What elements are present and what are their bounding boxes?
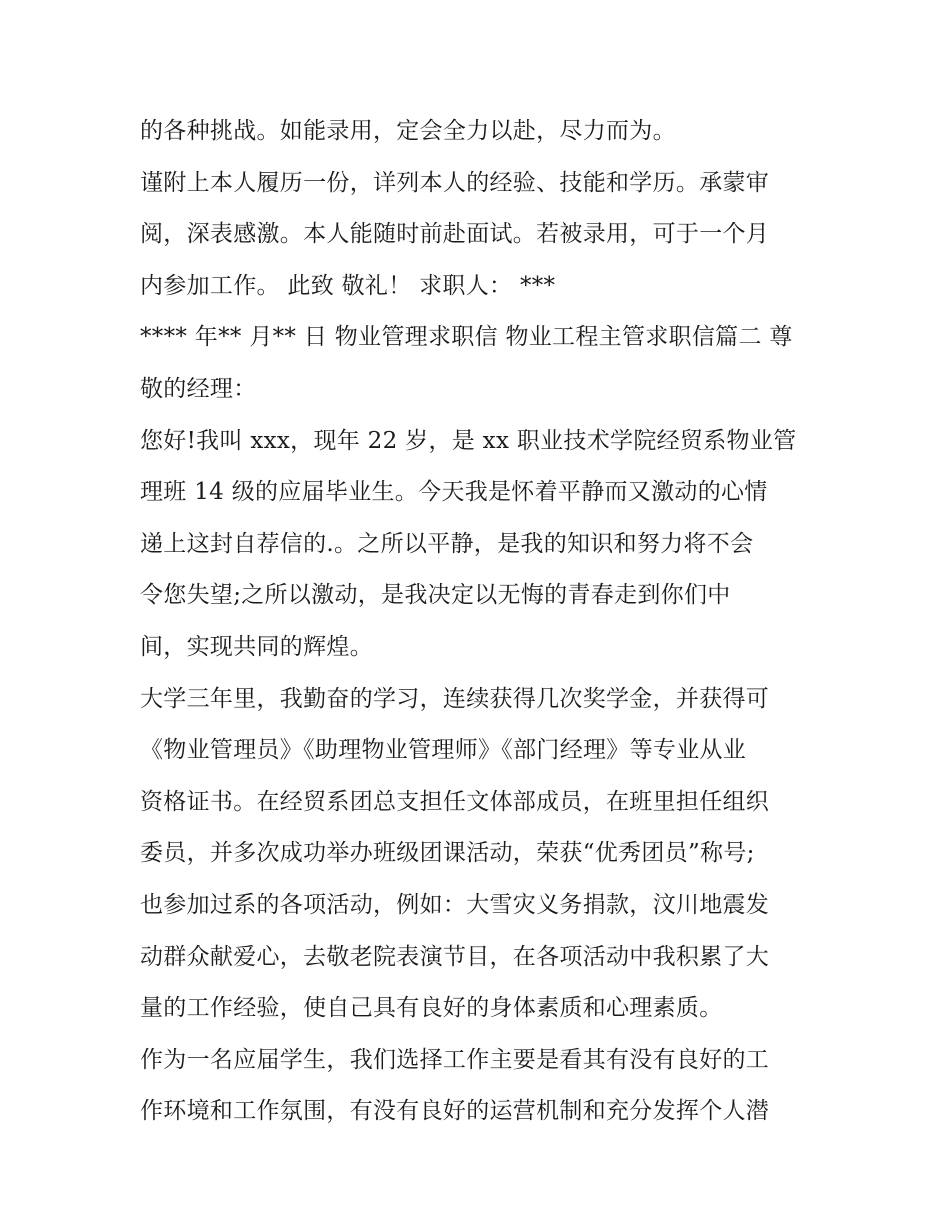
text-line: 递上这封自荐信的.。之所以平静，是我的知识和努力将不会 <box>140 530 754 557</box>
text-line: 大学三年里，我勤奋的学习，连续获得几次奖学金，并获得可 <box>140 685 770 712</box>
text-line: 作为一名应届学生，我们选择工作主要是看其有没有良好的工 <box>140 1046 770 1073</box>
text-line: **** 年** 月** 日 物业管理求职信 物业工程主管求职信篇二 尊 <box>140 324 793 351</box>
text-line: 委员，并多次成功举办班级团课活动，荣获“优秀团员”称号; <box>140 840 755 867</box>
text-line: 量的工作经验，使自己具有良好的身体素质和心理素质。 <box>140 995 723 1022</box>
text-line: 内参加工作。 此致 敬礼！ 求职人： *** <box>140 272 556 299</box>
text-line: 的各种挑战。如能录用，定会全力以赴，尽力而为。 <box>140 118 676 144</box>
text-line: 您好!我叫 xxx，现年 22 岁，是 xx 职业技术学院经贸系物业管 <box>140 427 797 454</box>
text-line: 资格证书。在经贸系团总支担任文体部成员，在班里担任组织 <box>140 788 770 815</box>
text-line: 动群众献爱心，去敬老院表演节目，在各项活动中我积累了大 <box>140 943 770 970</box>
text-line: 作环境和工作氛围，有没有良好的运营机制和充分发挥个人潜 <box>140 1098 770 1125</box>
text-line: 理班 14 级的应届毕业生。今天我是怀着平静而又激动的心情 <box>140 479 768 506</box>
letter-body <box>140 106 820 1138</box>
text-line: 也参加过系的各项活动，例如：大雪灾义务捐款，汶川地震发 <box>140 891 770 918</box>
text-line: 敬的经理： <box>140 375 257 402</box>
text-line: 令您失望;之所以激动，是我决定以无悔的青春走到你们中 <box>140 582 731 609</box>
text-line: 谨附上本人履历一份，详列本人的经验、技能和学历。承蒙审 <box>140 169 770 196</box>
text-line: 阅，深表感激。本人能随时前赴面试。若被录用，可于一个月 <box>140 221 770 248</box>
text-line: 间，实现共同的辉煌。 <box>140 633 373 660</box>
text-line: 《物业管理员》《助理物业管理师》《部门经理》等专业从业 <box>140 737 747 764</box>
